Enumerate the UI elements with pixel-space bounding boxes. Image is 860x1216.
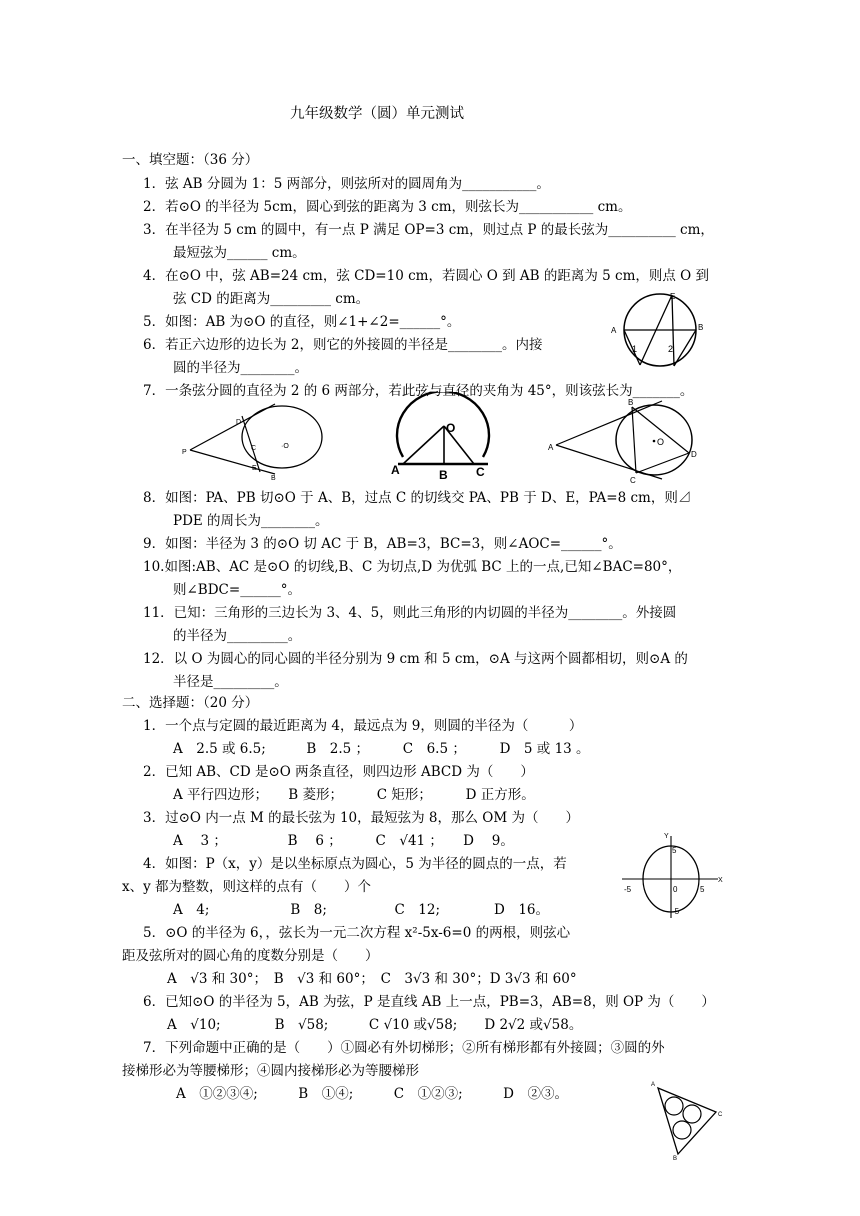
question-line: 12．以 O 为圆心的同心圆的半径分别为 9 cm 和 5 cm，⊙A 与这两个圆都相切，则⊙A 的 <box>143 651 688 667</box>
question-line: 半径是_________。 <box>173 674 288 690</box>
question-line: 5．如图：AB 为⊙O 的直径，则∠1+∠2=______°。 <box>143 314 461 330</box>
figure-q10-tangents <box>544 395 704 485</box>
figure-choice-q4-coordinate-circle <box>614 830 729 920</box>
question-line: 6．已知⊙O 的半径为 5，AB 为弦，P 是直线 AB 上一点，PB=3，AB=8，则 OP 为（ ） <box>143 994 715 1010</box>
label-x-axis: X <box>718 877 723 884</box>
question-line: 2．已知 AB、CD 是⊙O 两条直径，则四边形 ABCD 为（ ） <box>143 764 534 780</box>
question-line: 11．已知：三角形的三边长为 3、4、5，则此三角形的内切圆的半径为________。外接圆 <box>143 605 677 621</box>
label-a: A <box>651 1082 656 1088</box>
label-b: B <box>628 398 634 407</box>
label-x-neg5: -5 <box>624 885 632 894</box>
label-angle-1: 1 <box>632 344 638 354</box>
label-e: E <box>252 465 257 472</box>
question-line: 7．一条弦分圆的直径为 2 的 6 两部分，若此弦与直径的夹角为 45°，则该弦长为_______。 <box>143 383 694 399</box>
page-title: 九年级数学（圆）单元测试 <box>290 106 464 122</box>
choice-line: A 平行四边形； B 菱形； C 矩形； D 正方形。 <box>173 787 535 803</box>
question-line: 则∠BDC=______°。 <box>173 582 301 598</box>
question-line: 5．⊙O 的半径为 6，，弦长为一元二次方程 x²-5x-6=0 的两根，则弦心 <box>143 925 571 941</box>
label-o: ·O <box>281 443 289 450</box>
question-line: 3．在半径为 5 cm 的圆中，有一点 P 满足 OP=3 cm，则过点 P 的最长弦为__________ cm， <box>143 222 714 238</box>
question-line: 9．如图：半径为 3 的⊙O 切 AC 于 B，AB=3，BC=3，则∠AOC=______°。 <box>143 536 622 552</box>
question-line: PDE 的周长为________。 <box>173 513 329 529</box>
label-c: C <box>476 465 485 479</box>
question-line: 6．若正六边形的边长为 2，则它的外接圆的半径是________。内接 <box>143 337 543 353</box>
choice-line: A √3 和 30°； B √3 和 60°； C 3√3 和 30°；D 3√3 和 60° <box>167 971 577 987</box>
label-b: B <box>673 1156 678 1160</box>
label-o: O <box>657 437 665 447</box>
choice-line: A 2.5 或 6.5; B 2.5 ； C 6.5 ； D 5 或 13 。 <box>173 741 590 757</box>
label-p: P <box>182 449 187 456</box>
question-line: 8．如图：PA、PB 切⊙O 于 A、B，过点 C 的切线交 PA、PB 于 D、E，PA=8 cm，则⊿ <box>143 490 692 506</box>
question-line: 最短弦为______ cm。 <box>173 245 306 261</box>
choice-line: A 3 ； B 6 ； C √41 ； D 9。 <box>173 833 514 849</box>
label-a: A <box>548 443 554 452</box>
label-b: B <box>698 323 704 332</box>
section-heading-fill-in: 一、填空题：（36 分） <box>122 152 259 168</box>
question-line: 1．弦 AB 分圆为 1：5 两部分，则弦所对的圆周角为___________。 <box>143 176 550 192</box>
question-line: 的半径为_________。 <box>173 628 302 644</box>
label-o: O <box>446 421 456 435</box>
question-line: 2．若⊙O 的半径为 5cm，圆心到弦的距离为 3 cm，则弦长为___________ cm。 <box>143 199 632 215</box>
label-c: C <box>251 445 257 452</box>
figure-q9-tangent-line <box>388 392 498 482</box>
figure-choice-q7-triangle-circles <box>646 1078 726 1160</box>
label-d: D <box>236 419 242 426</box>
label-d: D <box>691 450 697 459</box>
figure-q5-circle-diameter <box>608 290 708 370</box>
label-angle-2: 2 <box>668 344 674 354</box>
label-b: B <box>271 475 276 482</box>
question-line: 1．一个点与定圆的最近距离为 4，最远点为 9，则圆的半径为（ ） <box>143 718 583 734</box>
label-y-axis: Y <box>664 833 669 840</box>
question-line: 圆的半径为________。 <box>173 360 308 376</box>
question-line: 7．下列命题中正确的是（ ）①圆必有外切梯形；②所有梯形都有外接圆；③圆的外 <box>143 1040 665 1056</box>
label-origin: 0 <box>673 885 678 894</box>
question-line: 10.如图:AB、AC 是⊙O 的切线,B、C 为切点,D 为优弧 BC 上的一点,已知∠BAC=80°， <box>143 559 682 575</box>
question-line: x、y 都为整数，则这样的点有（ ）个 <box>122 879 372 895</box>
label-y-5: 5 <box>672 846 677 855</box>
question-line: 3．过⊙O 内一点 M 的最长弦为 10，最短弦为 8，那么 OM 为（ ） <box>143 810 579 826</box>
label-a: A <box>391 463 400 477</box>
question-line: 距及弦所对的圆心角的度数分别是（ ） <box>122 948 379 964</box>
label-b: B <box>439 468 448 482</box>
choice-line: A √10; B √58; C √10 或√58; D 2√2 或√58。 <box>167 1017 583 1033</box>
label-a: A <box>611 326 617 335</box>
question-line: 4．在⊙O 中，弦 AB=24 cm，弦 CD=10 cm，若圆心 O 到 AB 的距离为 5 cm，则点 O 到 <box>143 268 710 284</box>
section-heading-multiple-choice: 二、选择题：（20 分） <box>122 695 259 711</box>
label-y-neg5: -5 <box>672 907 680 916</box>
question-line: 接梯形必为等腰梯形；④圆内接梯形必为等腰梯形 <box>122 1063 419 1079</box>
choice-line: A ①②③④; B ①④; C ①②③; D ②③。 <box>176 1086 568 1102</box>
question-line: 4．如图：P（x，y）是以坐标原点为圆心，5 为半径的圆点的一点，若 <box>143 856 567 872</box>
figure-q8-tangents <box>180 392 330 482</box>
choice-line: A 4; B 8; C 12; D 16。 <box>173 902 550 918</box>
label-c: C <box>630 476 636 485</box>
question-line: 弦 CD 的距离为_________ cm。 <box>173 291 370 307</box>
label-c: C <box>718 1112 723 1118</box>
label-e: E <box>670 292 676 301</box>
label-x-5: 5 <box>700 885 705 894</box>
